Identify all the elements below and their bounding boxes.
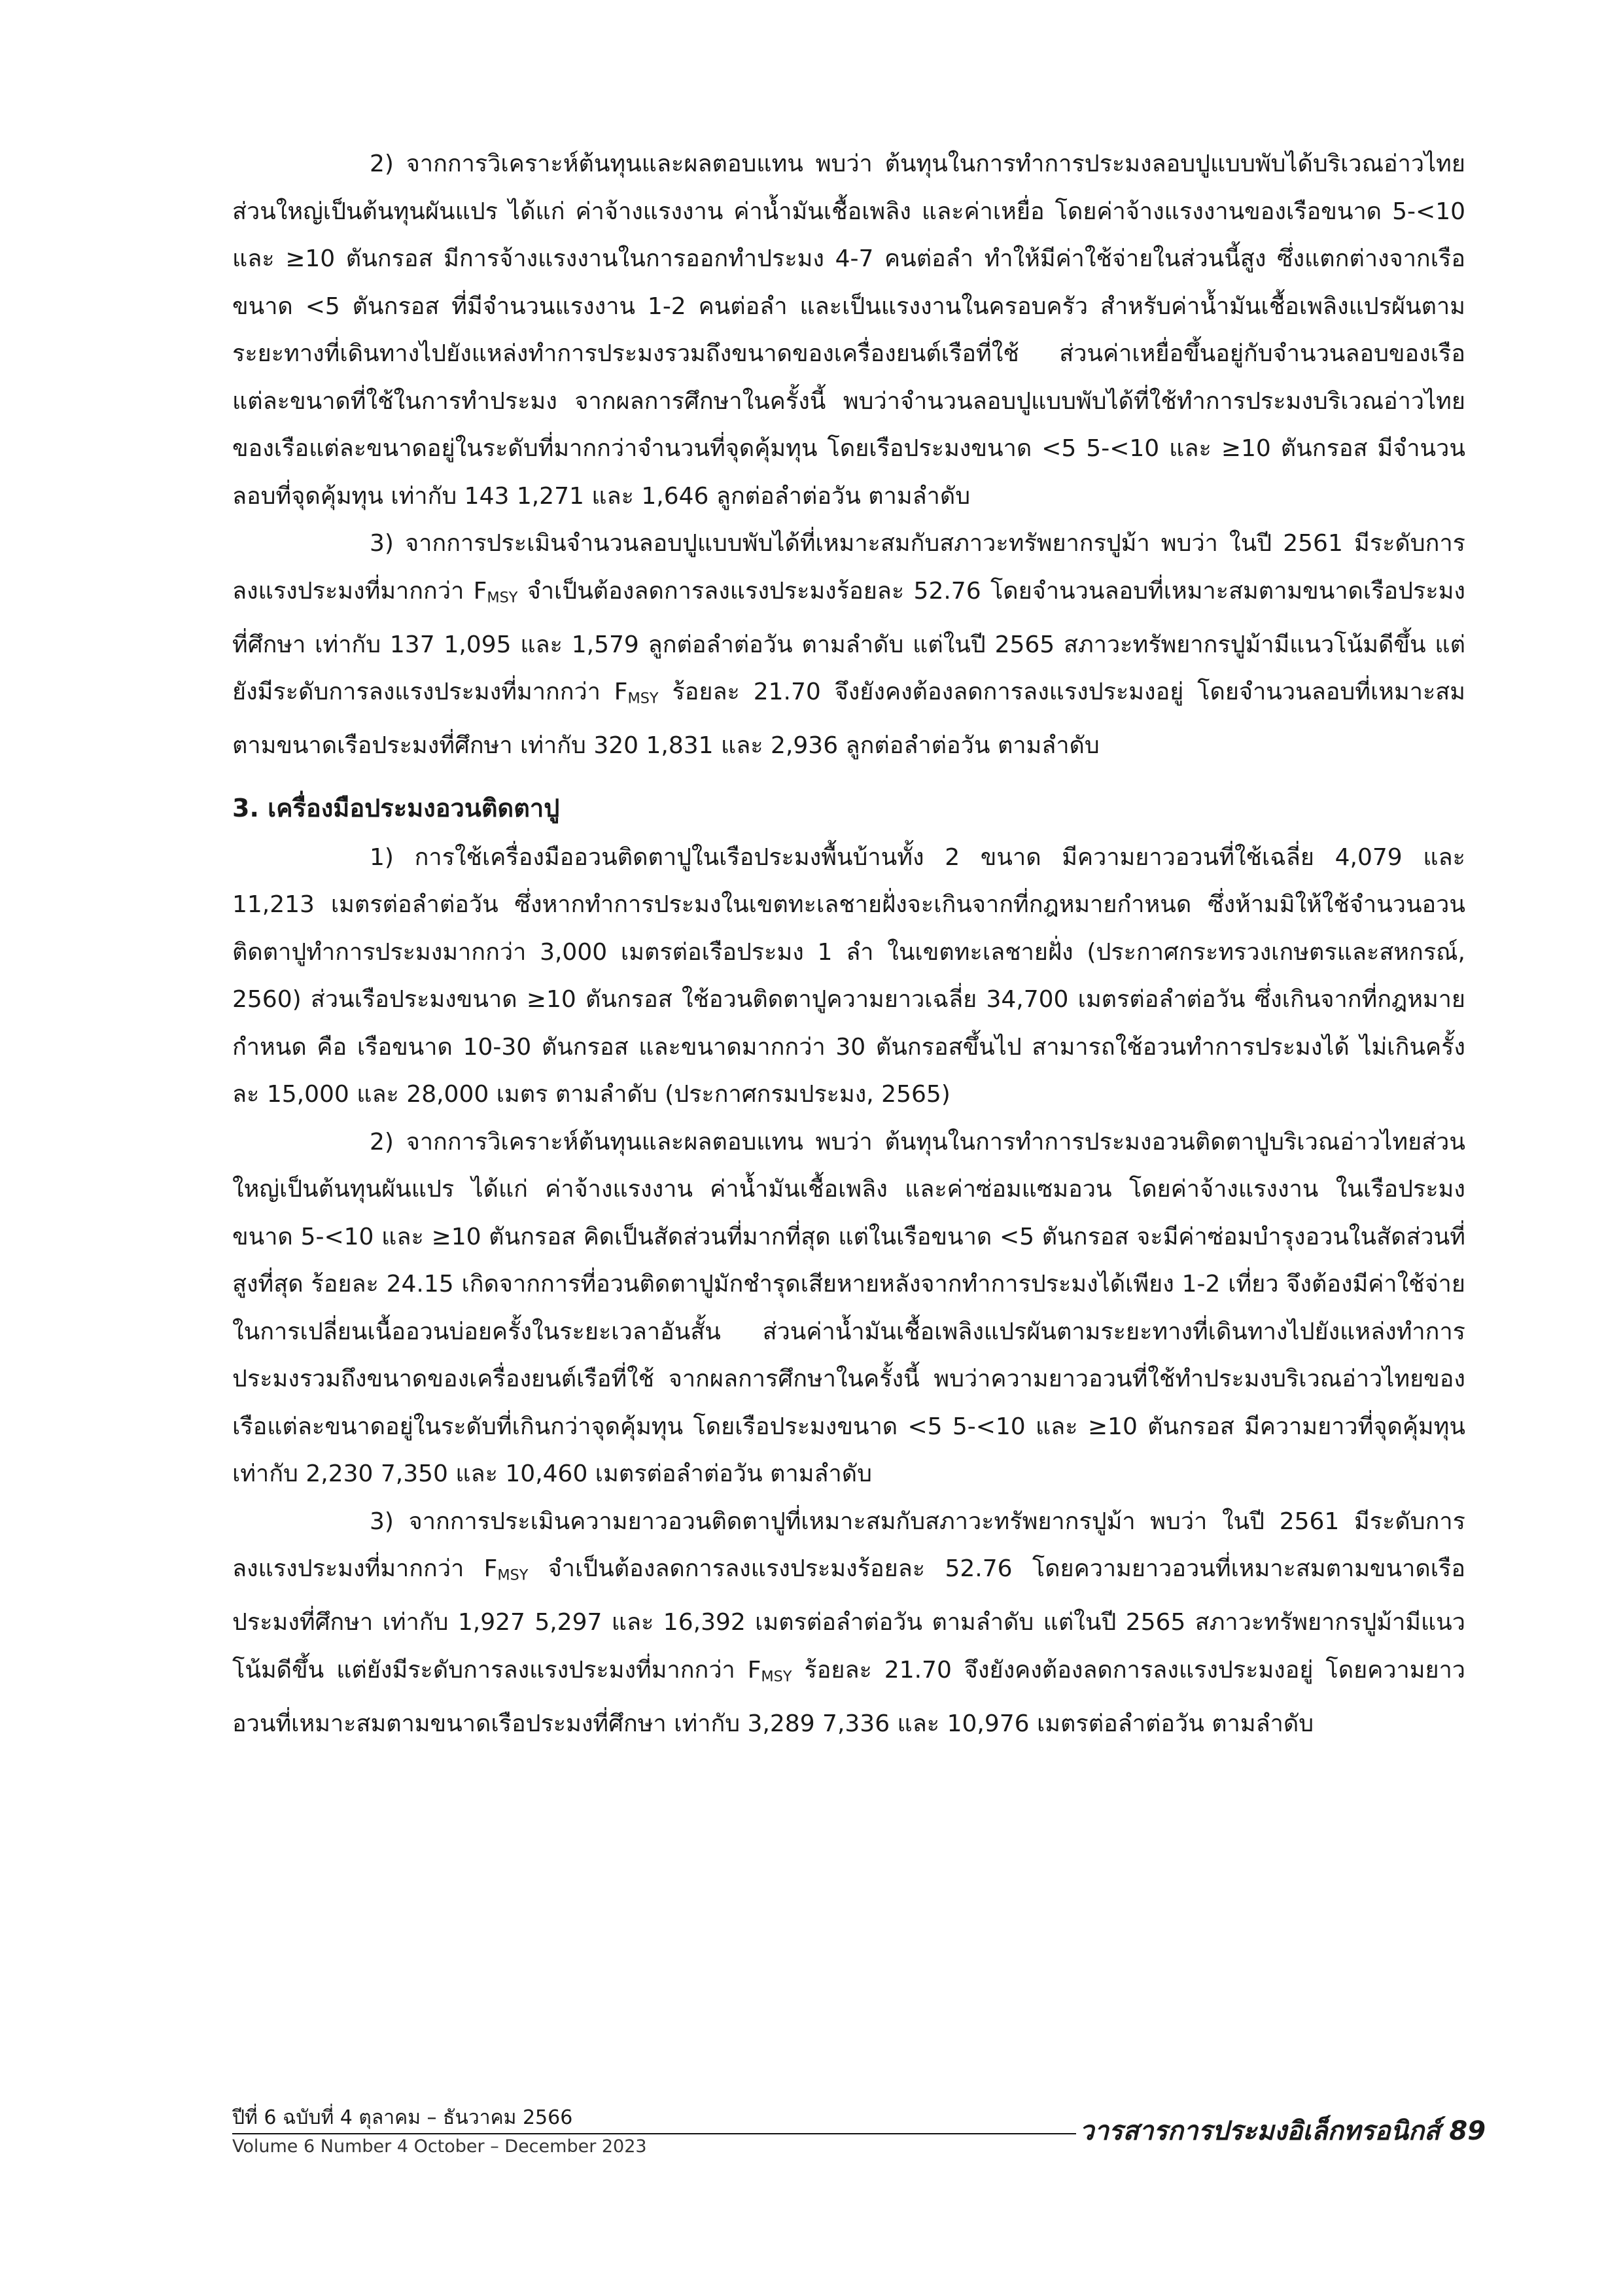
paragraph-text: 2) จากการวิเคราะห์ต้นทุนและผลตอบแทน พบว่า ต้นทุนในการทำการประมงอวนติดตาปูบริเวณอ่าวไทยส่วนใหญ่เป็นต้นทุนผันแปร ได้แก่ ค่าจ้างแรงงาน ค่าน้ำมันเชื้อเพลิง และค่าซ่อมแซมอวน โดยค่าจ้างแรงงาน ในเรือประมงขนาด 5-<10 และ ≥10 ตันกรอส คิดเป็นสัดส่วนที่มากที่สุด แต่ในเรือขนาด <5 ตันกรอส จะมีค่าซ่อมบำรุงอวนในสัดส่วนที่สูงที่สุด ร้อยละ 24.15 เกิดจากการที่อวนติดตาปูมักชำรุดเสียหายหลังจากทำการประมงได้เพียง 1-2 เที่ยว จึงต้องมีค่าใช้จ่ายในการเปลี่ยนเนื้ออวนบ่อยครั้งในระยะเวลาอันสั้น ส่วนค่าน้ำมันเชื้อเพลิงแปรผันตามระยะทางที่เดินทางไปยังแหล่งทำการประมงรวมถึงขนาดของเครื่องยนต์เรือที่ใช้ จากผลการศึกษาในครั้งนี้ พบว่าความยาวอวนที่ใช้ทำประมงบริเวณอ่าวไทยของเรือแต่ละขนาดอยู่ในระดับที่เกินกว่าจุดคุ้มทุน โดยเรือประมงขนาด <5 5-<10 และ ≥10 ตันกรอส มีความยาวที่จุดคุ้มทุน เท่ากับ 2,230 7,350 และ 10,460 เมตรต่อลำต่อวัน ตามลำดับ: [232, 1128, 1465, 1488]
footer-divider: [232, 2133, 1076, 2134]
paragraph-text: 3) จากการประเมินความยาวอวนติดตาปูที่เหมาะสมกับสภาวะทรัพยากรปูม้า พบว่า ในปี 2561 มีระดับการลงแรงประมงที่มากกว่า F: [232, 1508, 1465, 1583]
paragraph-text: ร้อยละ 21.70 จึงยังคงต้องลดการลงแรงประมงอยู่ โดยความยาวอวนที่เหมาะสมตามขนาดเรือประมงที่ศึกษา เท่ากับ 3,289 7,336 และ 10,976 เมตรต่อลำต่อวัน ตามลำดับ: [232, 1656, 1466, 1737]
paragraph-gillnet-cost: [232, 1119, 1465, 1498]
paragraph-text: 3) จากการประเมินจำนวนลอบปูแบบพับได้ที่เหมาะสมกับสภาวะทรัพยากรปูม้า พบว่า ในปี 2561 มีระดับการลงแรงประมงที่มากกว่า F: [232, 530, 1466, 605]
paragraph-text: 1) การใช้เครื่องมืออวนติดตาปูในเรือประมงพื้นบ้านทั้ง 2 ขนาด มีความยาวอวนที่ใช้เฉลี่ย 4,079 และ 11,213 เมตรต่อลำต่อวัน ซึ่งหากทำการประมงในเขตทะเลชายฝั่งจะเกินจากที่กฎหมายกำหนด ซึ่งห้ามมิให้ใช้จำนวนอวนติดตาปูทำการประมงมากกว่า 3,000 เมตรต่อเรือประมง 1 ลำ ในเขตทะเลชายฝั่ง (ประกาศกระทรวงเกษตรและสหกรณ์, 2560) ส่วนเรือประมงขนาด ≥10 ตันกรอส ใช้อวนติดตาปูความยาวเฉลี่ย 34,700 เมตรต่อลำต่อวัน ซึ่งเกินจากที่กฎหมายกำหนด คือ เรือขนาด 10-30 ตันกรอส และขนาดมากกว่า 30 ตันกรอสขึ้นไป สามารถใช้อวนทำการประมงได้ ไม่เกินครั้งละ 15,000 และ 28,000 เมตร ตามลำดับ (ประกาศกรมประมง, 2565): [232, 843, 1466, 1108]
paragraph-text: จำเป็นต้องลดการลงแรงประมงร้อยละ 52.76 โดยความยาวอวนที่เหมาะสมตามขนาดเรือประมงที่ศึกษา เท่ากับ 1,927 5,297 และ 16,392 เมตรต่อลำต่อวัน ตามลำดับ แต่ในปี 2565 สภาวะทรัพยากรปูม้ามีแนวโน้มดีขึ้น แต่ยังมีระดับการลงแรงประมงที่มากกว่า F: [232, 1555, 1465, 1684]
footer-journal: [1079, 2115, 1486, 2147]
paragraph-text: จำเป็นต้องลดการลงแรงประมงร้อยละ 52.76 โดยจำนวนลอบที่เหมาะสมตามขนาดเรือประมงที่ศึกษา เท่ากับ 137 1,095 และ 1,579 ลูกต่อลำต่อวัน ตามลำดับ แต่ในปี 2565 สภาวะทรัพยากรปูม้ามีแนวโน้มดีขึ้น แต่ยังมีระดับการลงแรงประมงที่มากกว่า F: [232, 577, 1466, 706]
page-number: 89: [1449, 2116, 1486, 2146]
journal-title: วารสารการประมงอิเล็กทรอนิกส์: [1079, 2116, 1440, 2146]
footer-issue-info: [232, 2104, 647, 2161]
paragraph-crab-trap-cost: [232, 141, 1465, 520]
paragraph-gillnet-assessment: [232, 1498, 1465, 1748]
fmsy-subscript: MSY: [627, 690, 659, 707]
footer-volume-en: Volume 6 Number 4 October – December 2023: [232, 2136, 647, 2157]
paragraph-text: 2) จากการวิเคราะห์ต้นทุนและผลตอบแทน พบว่า ต้นทุนในการทำการประมงลอบปูแบบพับได้บริเวณอ่าวไทยส่วนใหญ่เป็นต้นทุนผันแปร ได้แก่ ค่าจ้างแรงงาน ค่าน้ำมันเชื้อเพลิง และค่าเหยื่อ โดยค่าจ้างแรงงานของเรือขนาด 5-<10 และ ≥10 ตันกรอส มีการจ้างแรงงานในการออกทำประมง 4-7 คนต่อลำ ทำให้มีค่าใช้จ่ายในส่วนนี้สูง ซึ่งแตกต่างจากเรือขนาด <5 ตันกรอส ที่มีจำนวนแรงงาน 1-2 คนต่อลำ และเป็นแรงงานในครอบครัว สำหรับค่าน้ำมันเชื้อเพลิงแปรผันตามระยะทางที่เดินทางไปยังแหล่งทำการประมงรวมถึงขนาดของเครื่องยนต์เรือที่ใช้ ส่วนค่าเหยื่อขึ้นอยู่กับจำนวนลอบของเรือแต่ละขนาดที่ใช้ในการทำประมง จากผลการศึกษาในครั้งนี้ พบว่าจำนวนลอบปูแบบพับได้ที่ใช้ทำการประมงบริเวณอ่าวไทยของเรือแต่ละขนาดอยู่ในระดับที่มากกว่าจำนวนที่จุดคุ้มทุน โดยเรือประมงขนาด <5 5-<10 และ ≥10 ตันกรอส มีจำนวนลอบที่จุดคุ้มทุน เท่ากับ 143 1,271 และ 1,646 ลูกต่อลำต่อวัน ตามลำดับ: [232, 150, 1465, 510]
paragraph-text: ร้อยละ 21.70 จึงยังคงต้องลดการลงแรงประมงอยู่ โดยจำนวนลอบที่เหมาะสมตามขนาดเรือประมงที่ศึกษา เท่ากับ 320 1,831 และ 2,936 ลูกต่อลำต่อวัน ตามลำดับ: [232, 679, 1465, 760]
footer-issue-th: ปีที่ 6 ฉบับที่ 4 ตุลาคม – ธันวาคม 2566: [232, 2106, 573, 2129]
fmsy-subscript: MSY: [487, 589, 518, 607]
paragraph-crab-trap-assessment: [232, 520, 1465, 770]
paragraph-gillnet-usage: [232, 834, 1465, 1119]
section-heading-gillnet: 3. เครื่องมือประมงอวนติดตาปู: [232, 793, 560, 822]
body-text: [232, 141, 1465, 1748]
fmsy-subscript: MSY: [497, 1566, 529, 1584]
fmsy-subscript: MSY: [761, 1668, 792, 1686]
